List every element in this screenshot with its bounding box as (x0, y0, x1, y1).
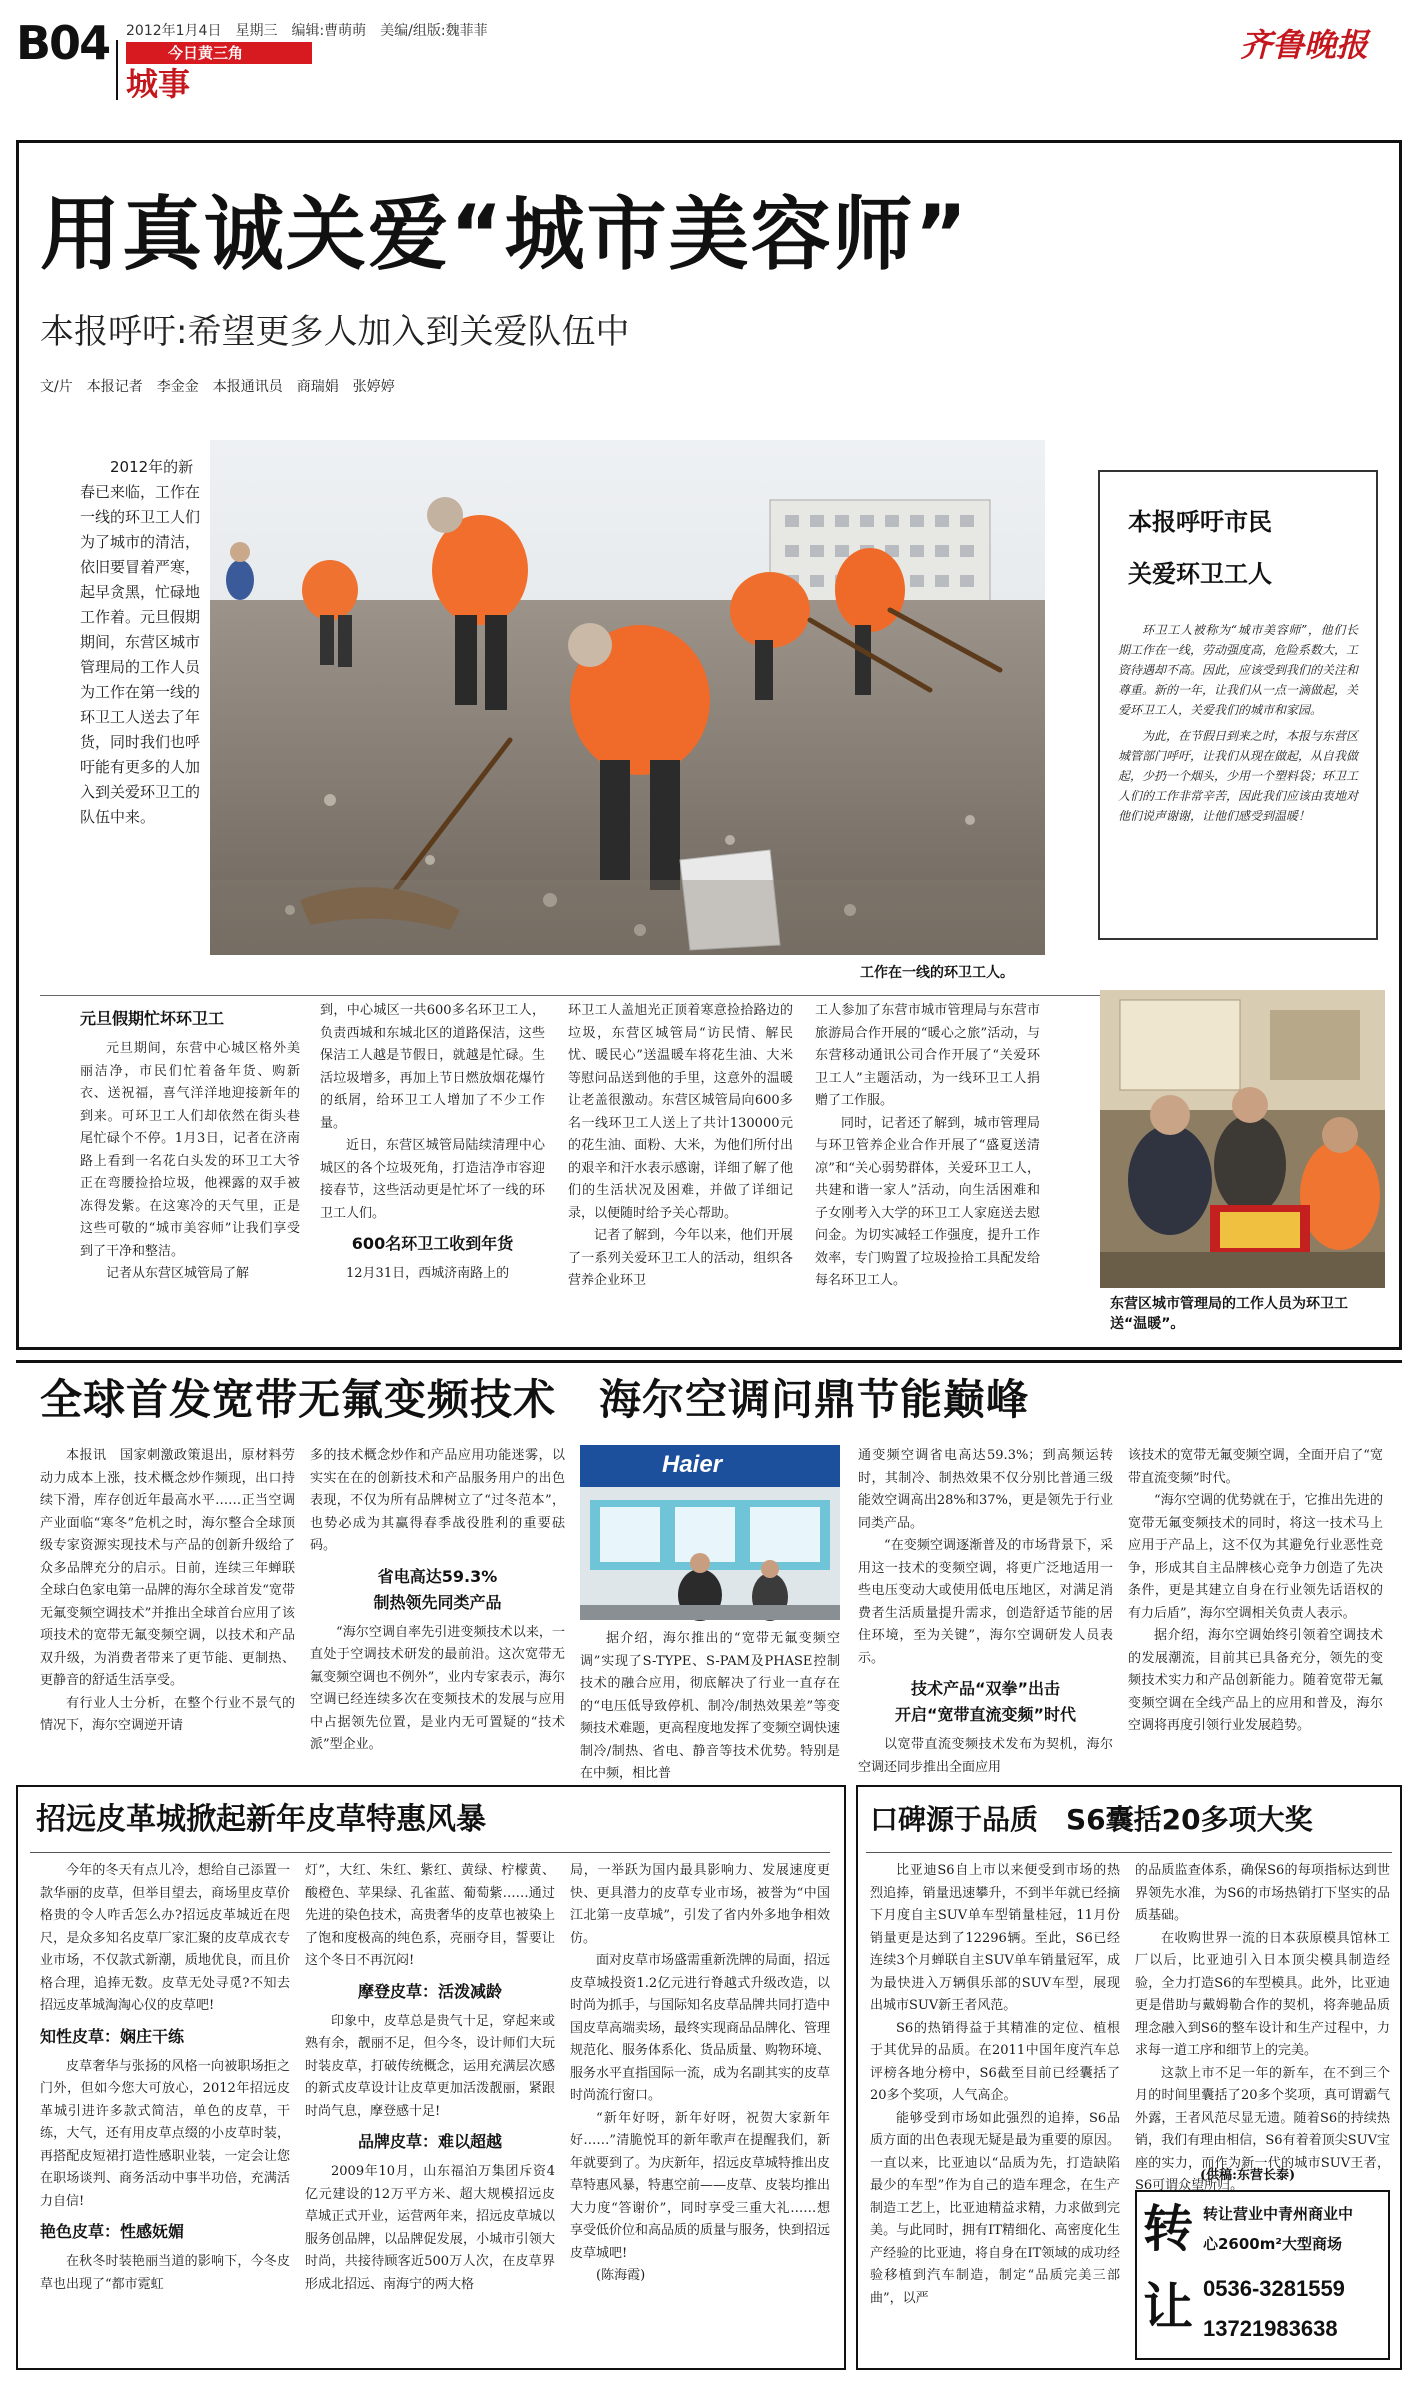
leather-c1-p1: 今年的冬天有点儿冷，想给自己添置一款华丽的皮草，但举目望去，商场里皮草价格贵的令人咋舌怎么办?招远皮革城近在咫尺，是众多知名皮草厂家汇聚的皮草成衣专业市场，不仅款式新潮，质地优良，而且价格合理，追捧无数。皮草无处寻觅?不知去招远皮革城淘淘心仪的皮草吧! (40, 1863, 290, 2013)
section-tag: 今日黄三角 (126, 42, 312, 64)
byd-headline: 口碑源于品质 S6囊括20多项大奖 (870, 1803, 1313, 1836)
haier-c4-p2: “在变频空调逐渐普及的市场背景下，采用这一技术的变频空调，将更广泛地适用一些电压变动大或使用低电压地区，对满足消费者生活质量提升需求，创造舒适节能的居住环境，至为关键”，海尔空调研发人员表示。 (858, 1538, 1113, 1666)
appeal-box (1098, 470, 1378, 940)
leather-c2-p2: 印象中，皮草总是贵气十足，穿起来或熟有余，靓丽不足，但今冬，设计师们大玩时装皮草，打破传统概念，运用充满层次感的新式皮草设计让皮草更加活泼靓丽，紧跟时尚气息，摩登感十足! (305, 2013, 555, 2119)
classified-line-2: 心2600m²大型商场 (1203, 2235, 1342, 2253)
appeal-paragraph-2: 为此，在节假日到来之时，本报与东营区城管部门呼吁，让我们从现在做起，从自我做起，少扔一个烟头，少用一个塑料袋；环卫工人们的工作非常辛苦，因此我们应该由衷地对他们说声谢谢，让他们感受到温暖！ (1118, 729, 1359, 823)
byd-c2-p2: 在收购世界一流的日本荻原模具馆林工厂以后，比亚迪引入日本顶尖模具制造经验，全力打造S6的车型模具。此外，比亚迪更是借助与戴姆勒合作的契机，将奔驰品质理念融入到S6的整车设计和生产过程中，力求每一道工序和细节上的完美。 (1135, 1930, 1390, 2058)
appeal-title-2: 关爱环卫工人 (1128, 560, 1272, 588)
sanitation-workers-photo (210, 440, 1045, 955)
byd-c1-p3: 能够受到市场如此强烈的追捧，S6品质方面的出色表现无疑是最为重要的原因。一直以来，比亚迪以“品质为先，打造缺陷最少的车型”作为自己的造车理念，在生产制造工艺上，比亚迪精益求精，力求做到完美。与此同时，拥有IT精细化、高密度化生产经验的比亚迪，将自身在IT领域的成功经验移植到汽车制造，制定“品质完美三部曲”，以严 (870, 2110, 1120, 2306)
lead-col-1 (80, 1000, 300, 1340)
lead-c2-p3: 12月31日，西城济南路上的 (346, 1266, 510, 1281)
appeal-title-1: 本报呼吁市民 (1128, 508, 1272, 536)
leather-sub-2: 艳色皮草：性感妩媚 (40, 2222, 185, 2241)
lead-c2-p2: 近日，东营区城管局陆续清理中心城区的各个垃圾死角，打造洁净市容迎接春节，这些活动更是忙坏了一线的环卫工人们。 (320, 1138, 545, 1221)
appeal-body (1118, 620, 1358, 930)
leather-c1-p2: 皮草奢华与张扬的风格一向被职场拒之门外，但如今您大可放心，2012年招远皮革城引进许多款式简洁，单色的皮草，干练，大气，还有用皮草点缀的小皮草时装，再搭配皮短裙打造性感职业装，一定会让您在职场谈判、商务活动中事半功倍，充满活力自信! (40, 2058, 290, 2209)
lead-intro-text: 2012年的新春已来临，工作在一线的环卫工人们为了城市的清洁，依旧要冒着严寒，起早贪黑，忙碌地工作着。元旦假期期间，东营区城市管理局的工作人员为工作在第一线的环卫工人送去了年货，同时我们也呼吁能有更多的人加入到关爱环卫工的队伍中来。 (80, 458, 201, 826)
lead-photo-2-caption: 东营区城市管理局的工作人员为环卫工送“温暖”。 (1110, 1296, 1348, 1332)
haier-col-2 (310, 1445, 565, 1773)
haier-col-3 (580, 1628, 841, 1781)
lead-c2-p1: 到，中心城区一共600多名环卫工人，负责西城和东城北区的道路保洁，这些保洁工人越是节假日，就越是忙碌。生活垃圾增多，再加上节日燃放烟花爆竹的纸屑，给环卫工人增加了不少工作量。 (320, 1003, 545, 1131)
haier-sub-1a: 省电高达59.3% (377, 1566, 498, 1586)
byd-c2-p1: 的品质监查体系，确保S6的每项指标达到世界领先水准，为S6的市场热销打下坚实的品质基础。 (1135, 1863, 1390, 1923)
classified-phone-1: 0536-3281559 (1203, 2276, 1345, 2301)
haier-c5-p1: 该技术的宽带无氟变频空调，全面开启了“宽带直流变频”时代。 (1128, 1448, 1383, 1486)
haier-c5-p3: 据介绍，海尔空调始终引领着空调技术的发展潮流，目前其已具备充分，领先的变频技术实力和产品创新能力。随着宽带无氟变频空调在全线产品上的应用和普及，海尔空调将再度引领行业发展趋势。 (1128, 1628, 1383, 1733)
lead-c3-p2: 记者了解到，今年以来，他们开展了一系列关爱环卫工人的活动，组织各营养企业环卫 (568, 1228, 793, 1288)
classified-line-1: 转让营业中青州商业中 (1203, 2205, 1354, 2223)
classified-big-1: 转 (1143, 2200, 1193, 2258)
lead-c3-p1: 环卫工人盖旭光正顶着寒意捡拾路边的垃圾，东营区城管局“访民情、解民忧、暖民心”送温暖车将花生油、大米等慰问品送到他的手里，这意外的温暖让老盖很激动。东营区城管局向600多名一线环卫工人送上了共计130000元的花生油、面粉、大米，为他们所付出的艰辛和汗水表示感谢，详细了解了他们的生活状况及困难，并做了详细记录，以便随时给予关心帮助。 (568, 1003, 793, 1221)
haier-col-1 (40, 1445, 295, 1773)
haier-headline: 全球首发宽带无氟变频技术 海尔空调问鼎节能巅峰 (40, 1375, 1030, 1424)
haier-sub-2b: 开启“宽带直流变频”时代 (894, 1705, 1077, 1724)
classified-phone-2: 13721983638 (1203, 2316, 1338, 2341)
haier-c2-p1: 多的技术概念炒作和产品应用功能迷雾，以实实在在的创新技术和产品服务用户的出色表现，不仅为所有品牌树立了“过冬范本”，也势必成为其赢得春季战役胜利的重要砝码。 (310, 1448, 565, 1553)
leather-headline: 招远皮革城掀起新年皮草特惠风暴 (36, 1802, 486, 1837)
haier-c3-p1: 据介绍，海尔推出的“宽带无氟变频空调”实现了S-TYPE、S-PAM及PHASE控制技术的融合应用，彻底解决了行业一直存在的“电压低导致停机、制冷/制热效果差”等变频技术难题，更高程度地发挥了变频空调快速制冷/制热、省电、静音等技术优势。特别是在中频，相比普 (580, 1631, 841, 1781)
haier-col-5 (1128, 1445, 1383, 1773)
leather-credit: (陈海霞) (596, 2268, 646, 2283)
leather-c1-p3: 在秋冬时装艳丽当道的影响下，今冬皮草也出现了“都市霓虹 (40, 2254, 290, 2292)
lead-col-4 (815, 1000, 1040, 1340)
haier-col-4 (858, 1445, 1113, 1773)
page-number: B04 (16, 16, 110, 70)
lead-subtitle: 本报呼吁:希望更多人加入到关爱队伍中 (40, 312, 630, 352)
lead-col-3 (568, 1000, 793, 1340)
lead-sub-2: 600名环卫工收到年货 (351, 1234, 514, 1253)
lead-c1-p2: 记者从东营区城管局了解 (106, 1266, 250, 1281)
lead-c4-p2: 同时，记者还了解到，城市管理局与环卫管养企业合作开展了“盛夏送清凉”和“关心弱势群体，关爱环卫工人，共建和谐一家人”活动，向生活困难和子女刚考入大学的环卫工人家庭送去慰问金。为切实减轻工作强度，提升工作效率，专门购置了垃圾捡拾工具配发给每名环卫工人。 (815, 1115, 1040, 1288)
section-rule-haier (16, 1360, 1402, 1363)
masthead-rule (116, 40, 118, 100)
haier-logo: Haier (662, 1451, 723, 1478)
haier-c5-p2: “海尔空调的优势就在于，它推出先进的宽带无氟变频技术的同时，将这一技术马上应用于产品上，这不仅为其避免行业恶性竞争，形成其自主品牌核心竞争力创造了先决条件，更是其建立自身在行业领先话语权的有力后盾”，海尔空调相关负责人表示。 (1128, 1493, 1383, 1621)
haier-c1-p2: 有行业人士分析，在整个行业不景气的情况下，海尔空调逆开请 (40, 1695, 295, 1733)
appeal-paragraph-1: 环卫工人被称为“城市美容师”，他们长期工作在一线，劳动强度高，危险系数大，工资待遇却不高。因此，应该受到我们的关注和尊重。新的一年，让我们从一点一滴做起，关爱环卫工人，关爱我们的城市和家园。 (1118, 623, 1359, 717)
leather-c3-p2: 面对皮草市场盛需重新洗牌的局面，招远皮草城投资1.2亿元进行脊越式升级改造，以时尚为抓手，与国际知名皮草品牌共同打造中国皮草高端卖场，最终实现商品品牌化、管理规范化、服务体系化、货品质量、购物环境、服务水平直指国际一流，成为名副其实的皮草时尚流行窗口。 (570, 1953, 831, 2103)
leather-col-1 (40, 1860, 290, 2360)
byd-credit: (供稿:东营长泰) (1200, 2168, 1296, 2183)
classified-ad (1135, 2190, 1390, 2360)
gift-delivery-photo (1100, 990, 1385, 1288)
leather-sub-1: 知性皮草：娴庄干练 (40, 2026, 185, 2046)
classified-big-2: 让 (1143, 2278, 1193, 2336)
lead-photo-caption: 工作在一线的环卫工人。 (860, 965, 1014, 981)
byd-rule (866, 1852, 1392, 1853)
haier-c4-p1: 通变频空调省电高达59.3%；到高频运转时，其制冷、制热效果不仅分别比普通三级能效空调高出28%和37%，更是领先于行业同类产品。 (858, 1448, 1113, 1531)
lead-c1-p1: 元旦期间，东营中心城区格外美丽洁净，市民们忙着备年货、购新衣、送祝福，喜气洋洋地迎接新年的到来。可环卫工人们却依然在街头巷尾忙碌个不停。1月3日，记者在济南路上看到一名花白头发的环卫工大爷正在弯腰捡拾垃圾，他裸露的双手被冻得发紫。在这寒冷的天气里，正是这些可敬的“城市美容师”让我们享受到了干净和整洁。 (80, 1041, 300, 1259)
lead-headline: 用真诚关爱“城市美容师” (40, 188, 970, 281)
byd-c1-p1: 比亚迪S6自上市以来便受到市场的热烈追捧，销量迅速攀升，不到半年就已经摘下月度自主SUV单车型销量桂冠，11月份销量更是达到了12296辆。至此，S6已经连续3个月蝉联自主SUV单车销量冠军，成为最快进入万辆俱乐部的SUV车型，展现出城市SUV新王者风范。 (870, 1863, 1120, 2013)
paper-logo: 齐鲁晚报 (1240, 26, 1369, 64)
leather-col-3 (570, 1860, 830, 2360)
haier-photo (580, 1445, 840, 1620)
haier-sub-2a: 技术产品“双拳”出击 (910, 1679, 1061, 1698)
haier-c1-p1: 本报讯 国家刺激政策退出，原材料劳动力成本上涨，技术概念炒作频现，出口持续下滑，库存创近年最高水平……正当空调产业面临“寒冬”危机之时，海尔整合全球顶级专家资源实现技术与产品的创新升级给了众多品牌充分的启示。日前，连续三年蝉联全球白色家电第一品牌的海尔全球首发“宽带无氟变频空调技术”并推出全球首台应用了该项技术的宽带无氟变频空调，以技术和产品双升级，为消费者带来了更节能、更制热、更静音的舒适生活享受。 (40, 1448, 295, 1688)
leather-col-2 (305, 1860, 555, 2360)
lead-photo (210, 440, 1045, 955)
section-name: 城事 (126, 65, 191, 103)
byd-col-1 (870, 1860, 1120, 2360)
leather-c3-p3: “新年好呀，新年好呀，祝贺大家新年好……”清脆悦耳的新年歌声在提醒我们，新年就要到了。为庆新年，招远皮草城特推出皮草特惠风暴，特惠空前——皮草、皮装均推出大力度“答谢价”，同时享受三重大礼……想享受低价位和高品质的质量与服务，快到招远皮草城吧! (570, 2110, 831, 2261)
leather-rule (30, 1852, 830, 1853)
leather-c2-p1: 灯”，大红、朱红、紫红、黄绿、柠檬黄、酸橙色、苹果绿、孔雀蓝、葡萄紫……通过先进的染色技术，高贵奢华的皮草也被染上了饱和度极高的纯色系，亮丽夺目，誓要让这个冬日不再沉闷! (305, 1863, 555, 1968)
byd-c2-p3: 这款上市不足一年的新车，在不到三个月的时间里囊括了20多个奖项，真可谓霸气外露，王者风范尽显无遗。随着S6的持续热销，我们有理由相信，S6有着着顶尖SUV宝座的实力，而作为新一代的城市SUV王者，S6可谓众望所归。 (1135, 2065, 1390, 2193)
lead-byline: 文/片 本报记者 李金金 本报通讯员 商瑞娟 张婷婷 (40, 379, 395, 395)
leather-sub-3: 摩登皮草：活泼减龄 (357, 1981, 502, 2001)
haier-c2-p2: “海尔空调自率先引进变频技术以来，一直处于空调技术研发的最前沿。这次宽带无氟变频空调也不例外”，业内专家表示，海尔空调已经连续多次在变频技术的发展与应用中占据领先位置，是业内无可置疑的“技术派”型企业。 (310, 1624, 565, 1752)
byd-c1-p2: S6的热销得益于其精准的定位、植根于其优异的品质。在2011中国年度汽车总评榜各地分榜中，S6截至目前已经囊括了20多个奖项，人气高企。 (870, 2020, 1120, 2103)
lead-intro (80, 455, 202, 915)
lead-col-2 (320, 1000, 545, 1340)
lead-photo-2 (1100, 990, 1385, 1288)
masthead-meta: 2012年1月4日 星期三 编辑:曹萌萌 美编/组版:魏菲菲 (126, 23, 488, 39)
lead-sub-1: 元旦假期忙坏环卫工 (80, 1009, 225, 1028)
haier-sub-1b: 制热领先同类产品 (373, 1592, 502, 1612)
leather-sub-4: 品牌皮草：难以超越 (357, 2132, 502, 2151)
leather-c2-p3: 2009年10月，山东福泊万集团斥资4亿元建设的12万平方米、超大规模招远皮草城正式开业，运营两年来，招远皮草城以服务创品牌，以品牌促发展，小城市引领大时尚，共接待顾客近500万人次，在皮草界形成北招远、南海宁的两大格 (305, 2164, 555, 2292)
lead-c4-p1: 工人参加了东营市城市管理局与东营市旅游局合作开展的“暖心之旅”活动，与东营移动通讯公司合作开展了“关爱环卫工人”主题活动，为一线环卫工人捐赠了工作服。 (815, 1003, 1040, 1108)
haier-c4-p3: 以宽带直流变频技术发布为契机，海尔空调还同步推出全面应用 (858, 1737, 1113, 1775)
leather-c3-p1: 局，一举跃为国内最具影响力、发展速度更快、更具潜力的皮草专业市场，被誉为“中国江北第一皮草城”，引发了省内外多地争相效仿。 (570, 1863, 830, 1946)
